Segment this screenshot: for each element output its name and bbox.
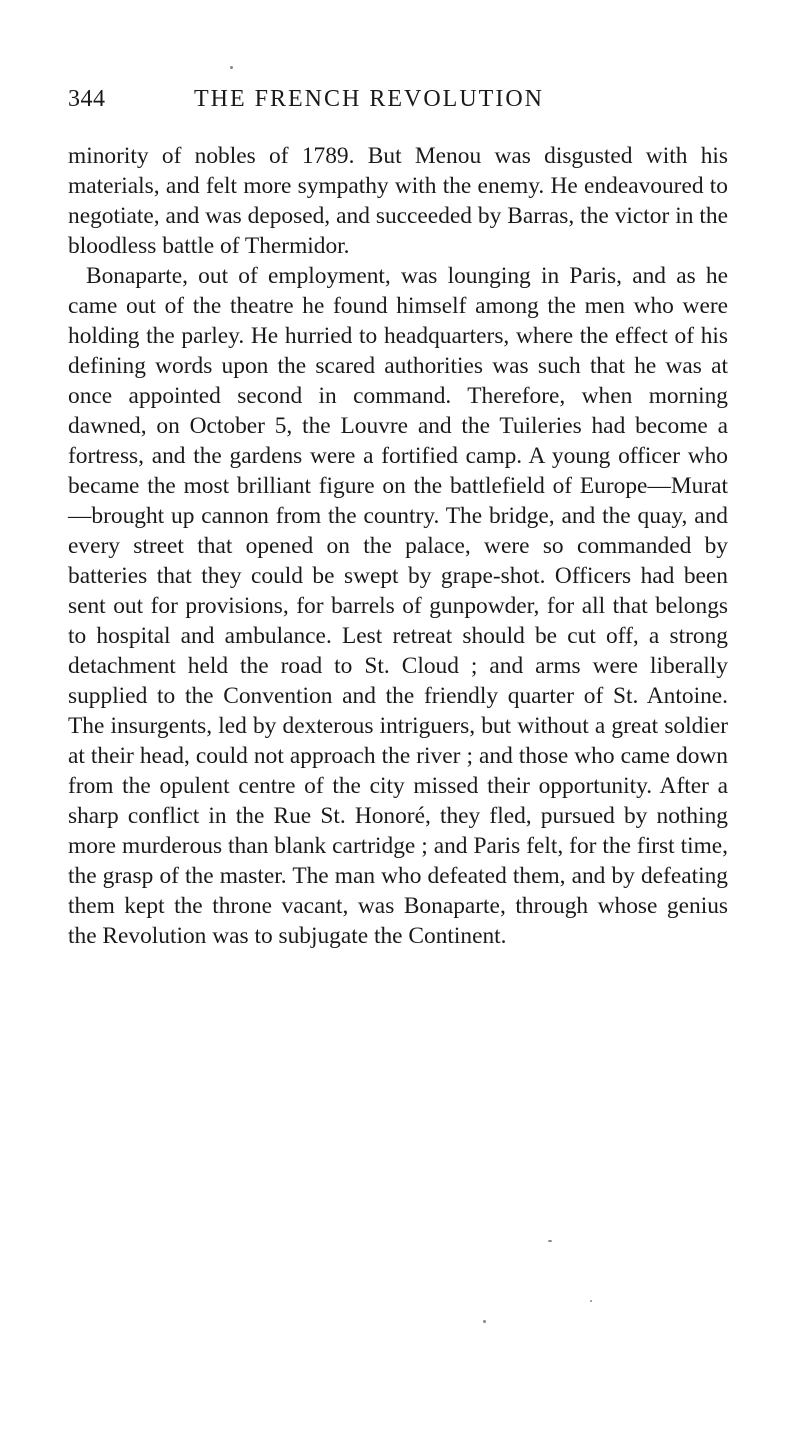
paragraph: Bonaparte, out of employment, was lounging in Paris, and as he came out of the theatre he found himself among the men who were holding the parley. He hurried to headquarters, where the effect of his defining words upon the scared authorities was such that he was at once appointed second in command. Therefore, when morning dawned, on October 5, the Louvre and the Tuileries had become a fortress, and the gardens were a fortified camp. A young officer who became the most brilliant figure on the battlefield of Europe—Murat—brought up cannon from the country. The bridge, and the quay, and every street that opened on the palace, were so commanded by batteries that they could be swept by grape-shot. Officers had been sent out for provisions, for barrels of gunpowder, for all that belongs to hospital and ambulance. Lest retreat should be cut off, a strong detachment held the road to St. Cloud ; and arms were liberally supplied to the Convention and the friendly quarter of St. Antoine. The insurgents, led by dexterous intriguers, but without a great soldier at their head, could not approach the river ; and those who came down from the opulent centre of the city missed their opportunity. After a sharp conflict in the Rue St. Honoré, they fled, pursued by nothing more murderous than blank cartridge ; and Paris felt, for the first time, the grasp of the master. The man who defeated them, and by defeating them kept the throne vacant, was Bonaparte, through whose genius the Revolution was to subjugate the Continent.	[68, 263, 728, 949]
running-title: THE FRENCH REVOLUTION	[194, 86, 544, 112]
page-number: 344	[68, 86, 106, 112]
scan-speck	[483, 1320, 486, 1323]
page-header	[68, 86, 728, 122]
scan-speck	[548, 1240, 552, 1242]
paragraph-continued: minority of nobles of 1789. But Menou was disgusted with his materials, and felt more sympathy with the enemy. He endeavoured to negotiate, and was deposed, and succeeded by Barras, the victor in the bloodless battle of Thermidor.	[68, 143, 728, 259]
scan-speck	[230, 66, 233, 69]
scan-speck	[590, 1300, 592, 1302]
body-text	[68, 141, 728, 951]
